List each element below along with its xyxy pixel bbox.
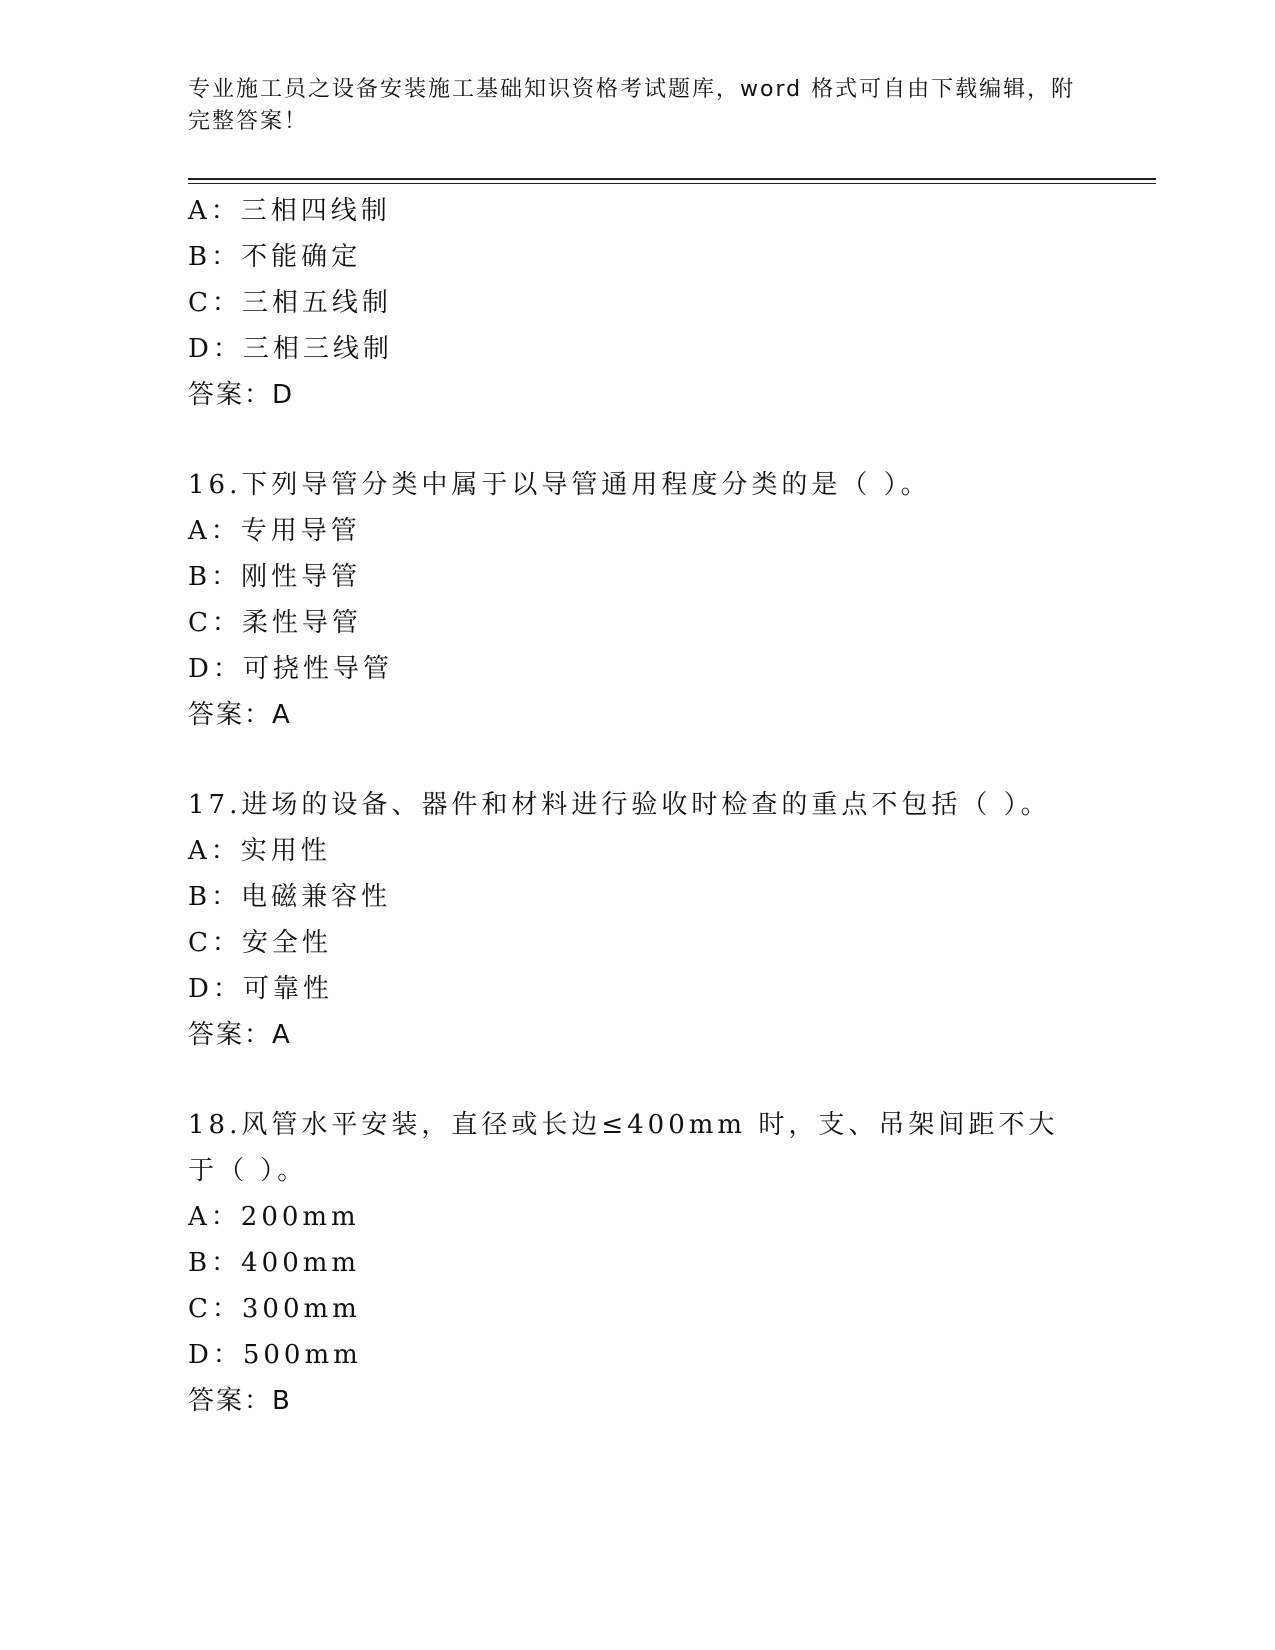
answer-line: 答案：A [188,1020,292,1050]
question-block-16 [188,462,1156,738]
option-d: D：可靠性 [188,974,333,1004]
option-b: B：400mm [188,1248,361,1278]
option-a: A：实用性 [188,836,331,866]
option-d: D：可挠性导管 [188,654,393,684]
option-b: B：电磁兼容性 [188,882,392,912]
question-text: 18.风管水平安装，直径或长边≤400mm 时，支、吊架间距不大于（ ）。 [188,1110,1059,1186]
option-b: B：刚性导管 [188,562,362,592]
spacer [188,418,1156,462]
option-c: C：柔性导管 [188,608,362,638]
option-c: C：三相五线制 [188,288,392,318]
option-b: B：不能确定 [188,242,362,272]
header-divider-thin [188,183,1156,184]
option-c: C：安全性 [188,928,332,958]
question-block-18 [188,1102,1156,1424]
answer-line: 答案：D [188,380,295,410]
question-block-15-partial [188,188,1156,418]
header-divider-thick [188,178,1156,180]
question-text: 17.进场的设备、器件和材料进行验收时检查的重点不包括（ ）。 [188,790,1051,820]
option-d: D：三相三线制 [188,334,393,364]
answer-line: 答案：B [188,1386,292,1416]
answer-line: 答案：A [188,700,292,730]
option-c: C：300mm [188,1294,361,1324]
question-list [188,188,1156,1424]
document-header: 专业施工员之设备安装施工基础知识资格考试题库，word 格式可自由下载编辑，附完整答案！ [188,77,1076,134]
question-block-17 [188,782,1156,1058]
option-a: A：专用导管 [188,516,361,546]
spacer [188,738,1156,782]
spacer [188,1058,1156,1102]
option-d: D：500mm [188,1340,362,1370]
option-a: A：200mm [188,1202,360,1232]
option-a: A：三相四线制 [188,196,391,226]
question-text: 16.下列导管分类中属于以导管通用程度分类的是（ ）。 [188,470,931,500]
